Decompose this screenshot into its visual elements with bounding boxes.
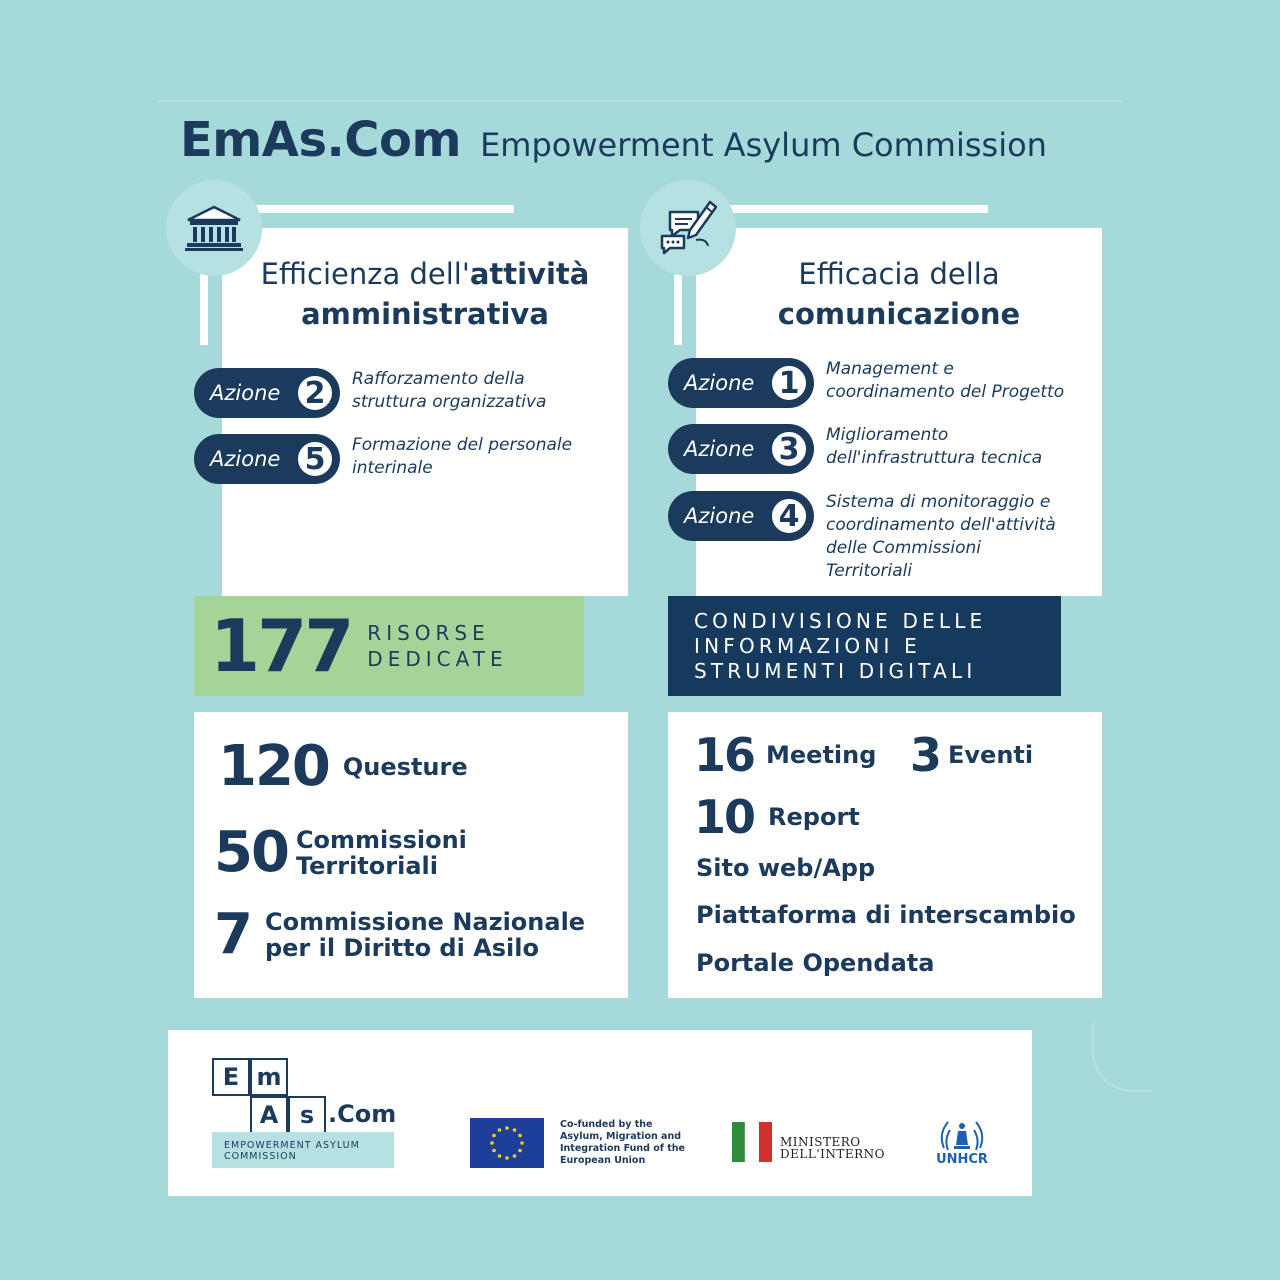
stat-report: 10 Report (694, 790, 860, 844)
brand-subtitle: Empowerment Asylum Commission (480, 126, 1047, 164)
action-pill: Azione 3 (668, 424, 814, 474)
action-1 (668, 358, 1064, 408)
action-number: 5 (295, 439, 335, 479)
action-4 (668, 491, 1056, 583)
item-sito-web: Sito web/App (696, 854, 876, 882)
action-description: Formazione del personale interinale (352, 435, 573, 478)
action-number: 4 (769, 496, 809, 536)
action-2 (194, 368, 546, 418)
action-number: 1 (769, 363, 809, 403)
resources-highlight (194, 596, 584, 696)
stat-eventi: 3 Eventi (910, 728, 1034, 782)
action-description: Rafforzamento della struttura organizzativa (352, 369, 547, 412)
action-pill: Azione 5 (194, 434, 340, 484)
action-pill: Azione 2 (194, 368, 340, 418)
brand-title: EmAs.Com (180, 112, 461, 168)
stat-questure: 120 Questure (218, 734, 468, 799)
action-description: Miglioramento dell'infrastruttura tecnica (826, 425, 1043, 468)
item-portale-opendata: Portale Opendata (696, 949, 935, 977)
action-3 (668, 424, 1042, 474)
action-number: 2 (295, 373, 335, 413)
eu-flag-icon (470, 1118, 544, 1168)
left-section-title: Efficienza dell'attività amministrativa (260, 257, 590, 331)
stat-commissioni: 50 Commissioni Territoriali (214, 820, 467, 885)
action-pill: Azione 4 (668, 491, 814, 541)
action-pill: Azione 1 (668, 358, 814, 408)
eu-cofunding-text: Co-funded by the Asylum, Migration and Integration Fund of the European Union (560, 1119, 685, 1166)
action-description: Sistema di monitoraggio e coordinamento dell'attività delle Commissioni Territoriali (826, 492, 1056, 581)
item-piattaforma: Piattaforma di interscambio (696, 901, 1076, 929)
action-description: Management e coordinamento del Progetto (826, 359, 1065, 402)
right-section-title: Efficacia della comunicazione (777, 257, 1021, 331)
decorative-curve (1092, 1022, 1152, 1092)
unhcr-label: UNHCR (936, 1152, 988, 1167)
action-number: 3 (769, 429, 809, 469)
resources-count: 177 (210, 604, 352, 688)
action-5 (194, 434, 572, 484)
italian-emblem-icon (732, 1122, 772, 1162)
top-divider (158, 100, 1122, 102)
stat-commissione-nazionale: 7 Commissione Nazionale per il Diritto di Asilo (214, 902, 586, 967)
resources-label: RISORSE DEDICATE (367, 621, 508, 671)
stat-meeting: 16 Meeting (694, 728, 877, 782)
ministero-text: MINISTERO DELL'INTERNO (780, 1135, 885, 1161)
page-header (180, 112, 1047, 168)
emas-logo-band: EMPOWERMENT ASYLUM COMMISSION (212, 1132, 394, 1168)
footer-logos: E m A s .Com EMPOWERMENT ASYLUM COMMISSION Co-funded by the Asylum, Migration and Integration Fund of the European Union MINISTERO DELL'INTERNO UNHCR (168, 1030, 1032, 1196)
digital-tools-highlight: CONDIVISIONE DELLE INFORMAZIONI E STRUMENTI DIGITALI (668, 596, 1061, 696)
